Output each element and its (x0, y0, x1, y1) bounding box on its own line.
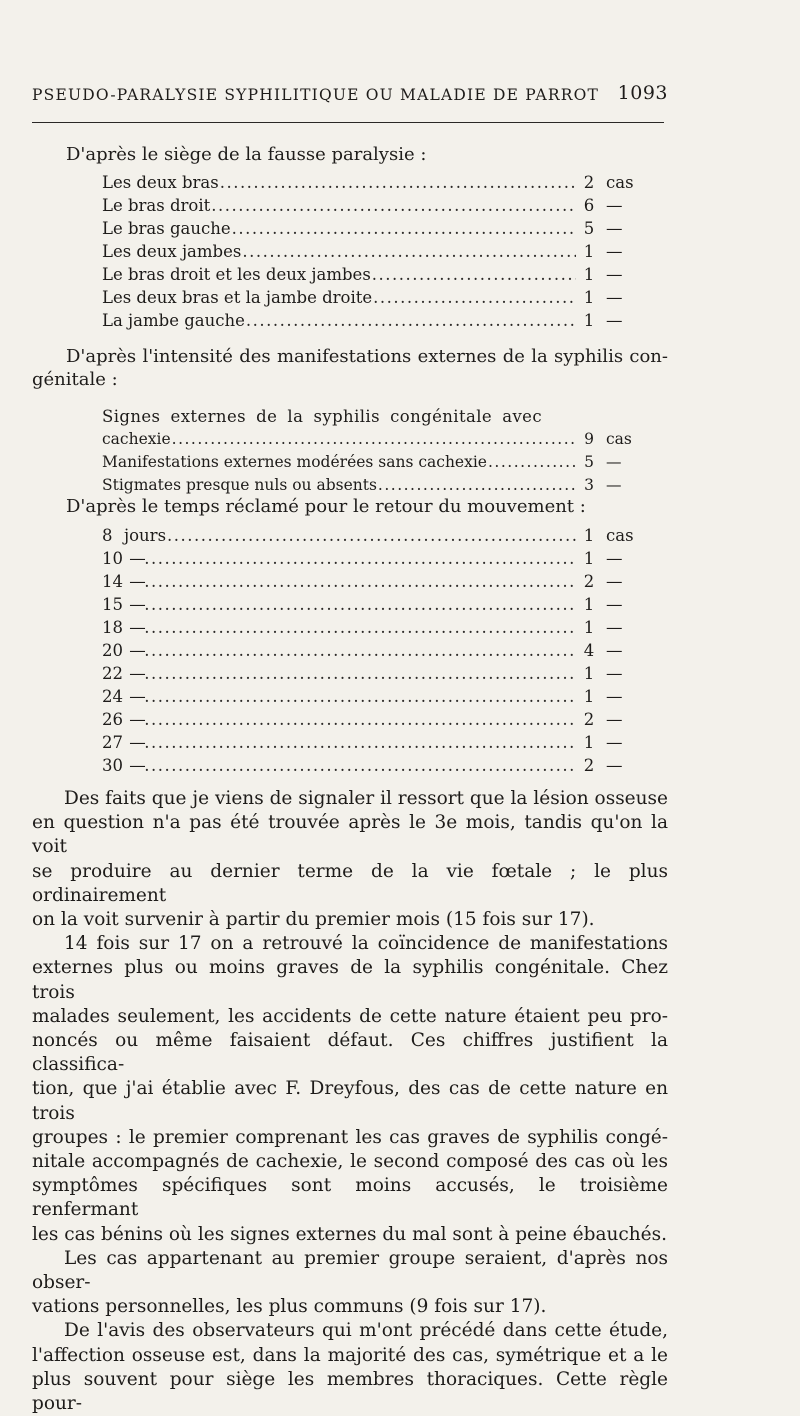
header-rule (32, 122, 664, 123)
list-item: Les deux bras ..... 2 cas (102, 171, 642, 194)
paragraph: Des faits que je viens de signaler il ressort que la lésion osseuse en question n'a pas été trouvée après le 3e mois, tandis qu'on la voit se produire au dernier terme de la vie fœtale ; le plus ordinairement on la voit survenir à partir du premier mois (15 fois sur 17). (32, 788, 668, 931)
list-item: Le bras gauche ..... 5 — (102, 217, 642, 240)
section-heading-cont: génitale : (32, 369, 118, 390)
list-item: 15 — ..... 1 — (102, 593, 642, 616)
section-siege (32, 143, 668, 332)
list-item: 26 — ..... 2 — (102, 708, 642, 731)
section-heading: D'après le siège de la fausse paralysie : (66, 144, 427, 165)
list-item: 14 — ..... 2 — (102, 570, 642, 593)
intensite-list (32, 428, 668, 497)
paragraph: 14 fois sur 17 on a retrouvé la coïncidence de manifestations externes plus ou moins graves de la syphilis congénitale. Chez trois malades seulement, les accidents de cette nature étaient peu pro- noncés ou même faisaient défaut. Ces chiffres justifient la classifica- tion, que j'ai établie avec F. Dreyfous, des cas de cette nature en trois groupes : le premier comprenant les cas graves de syphilis congé- nitale accompagnés de cachexie, le second composé des cas où les symptômes spécifiques sont moins accusés, le troisième renfermant les cas bénins où les signes externes du mal sont à peine ébauchés. (32, 933, 668, 1245)
paragraph: Les cas appartenant au premier groupe seraient, d'après nos obser- vations personnelles, les plus communs (9 fois sur 17). (32, 1247, 668, 1318)
section-heading: D'après le temps réclamé pour le retour du mouvement : (66, 496, 586, 517)
list-item: La jambe gauche ..... 1 — (102, 309, 642, 332)
list-item: Le bras droit ..... 6 — (102, 194, 642, 217)
list-item: Les deux bras et la jambe droite ..... 1 — (102, 286, 642, 309)
list-item: Les deux jambes ..... 1 — (102, 240, 642, 263)
list-item: 27 — ..... 1 — (102, 731, 642, 754)
paragraph: De l'avis des observateurs qui m'ont précédé dans cette étude, l'affection osseuse est, dans la majorité des cas, symétrique et a le plus souvent pour siège les membres thoraciques. Cette règle pour- (32, 1320, 668, 1415)
list-item: cachexie ..... 9 cas (102, 428, 642, 451)
list-item: 30 — ..... 2 — (102, 754, 642, 777)
list-item: 24 — ..... 1 — (102, 685, 642, 708)
list-item: Manifestations externes modérées sans cachexie ..... 5 — (102, 451, 642, 474)
page-number: 1093 (617, 82, 668, 104)
running-title: PSEUDO-PARALYSIE SYPHILITIQUE OU MALADIE DE PARROT (32, 86, 600, 104)
temps-list (32, 524, 668, 777)
body-paragraphs (32, 787, 668, 1416)
list-item: Le bras droit et les deux jambes ..... 1 — (102, 263, 642, 286)
list-item: 20 — ..... 4 — (102, 639, 642, 662)
list-item-first-line: Signes externes de la syphilis congénitale avec (102, 407, 542, 426)
list-item: 18 — ..... 1 — (102, 616, 642, 639)
section-temps (32, 495, 668, 777)
section-intensite (32, 345, 668, 497)
running-head (32, 82, 668, 104)
siege-list (32, 171, 668, 332)
section-heading: D'après l'intensité des manifestations externes de la syphilis con- (66, 346, 668, 367)
list-item: 22 — ..... 1 — (102, 662, 642, 685)
list-item: 10 — ..... 1 — (102, 547, 642, 570)
list-item: 8 jours ..... 1 cas (102, 524, 642, 547)
list-item: Stigmates presque nuls ou absents ..... 3 — (102, 474, 642, 497)
